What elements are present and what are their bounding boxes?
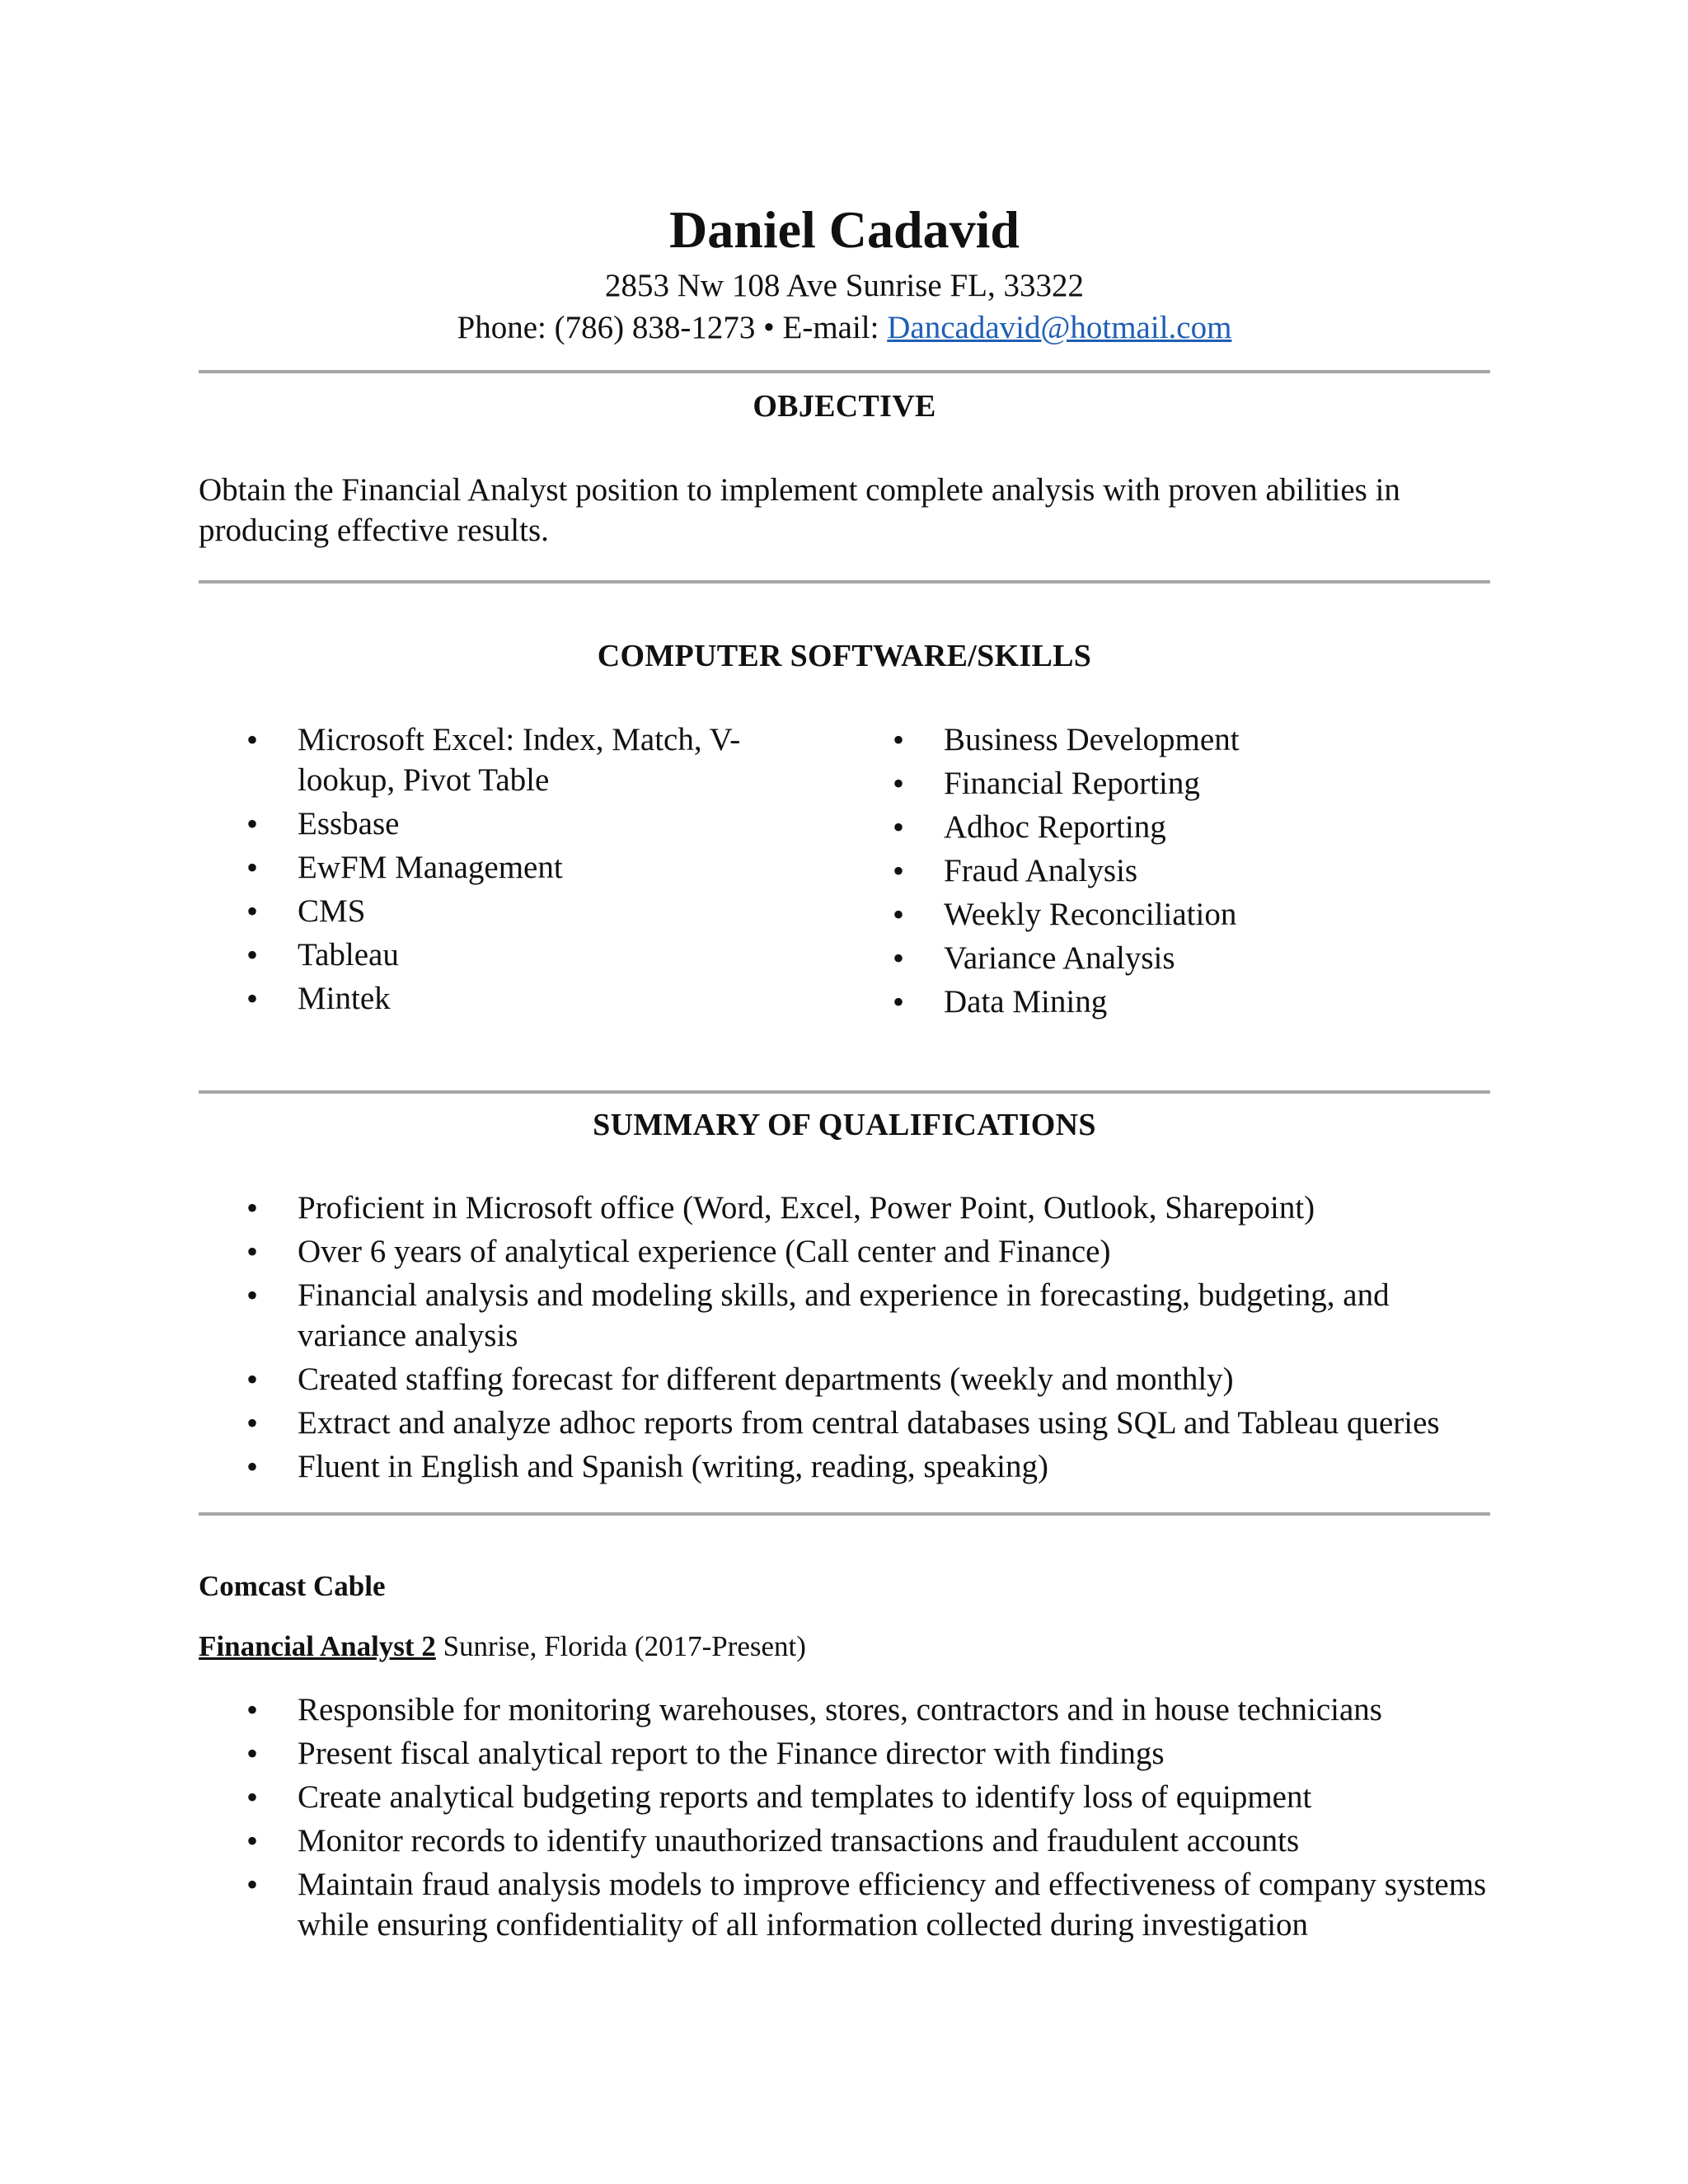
list-item: • Fluent in English and Spanish (writing, reading, speaking) <box>199 1446 1490 1487</box>
list-item: • Variance Analysis <box>845 938 1490 978</box>
section-divider <box>199 580 1490 583</box>
skills-list-left <box>199 719 792 1022</box>
contact-separator: • <box>763 310 775 345</box>
contact-line <box>199 307 1490 349</box>
address: 2853 Nw 108 Ave Sunrise FL, 33322 <box>604 268 1085 303</box>
email-link[interactable]: Dancadavid@hotmail.com <box>887 310 1232 345</box>
list-item: • Financial Reporting <box>845 763 1490 804</box>
list-item: • EwFM Management <box>199 847 792 888</box>
list-item: • Created staffing forecast for different departments (weekly and monthly) <box>199 1359 1490 1399</box>
resume-page <box>199 0 1490 2184</box>
skills-list-right <box>845 719 1490 1025</box>
skills-heading: COMPUTER SOFTWARE/SKILLS <box>597 639 1092 673</box>
list-item: • Financial analysis and modeling skills, and experience in forecasting, budgeting, and variance analysis <box>199 1275 1490 1356</box>
job-title: Financial Analyst 2 <box>199 1630 436 1662</box>
phone-number: (786) 838-1273 <box>554 310 756 345</box>
list-item: • Data Mining <box>845 982 1490 1022</box>
phone-label: Phone: <box>457 310 546 345</box>
objective-heading: OBJECTIVE <box>753 389 936 424</box>
list-item: • Present fiscal analytical report to the Finance director with findings <box>199 1733 1490 1774</box>
list-item: • Proficient in Microsoft office (Word, Excel, Power Point, Outlook, Sharepoint) <box>199 1188 1490 1228</box>
job-line <box>199 1628 806 1666</box>
section-divider <box>199 1512 1490 1516</box>
list-item: • Over 6 years of analytical experience (Call center and Finance) <box>199 1231 1490 1272</box>
list-item: • Business Development <box>845 719 1490 760</box>
employer-name: Comcast Cable <box>199 1570 386 1602</box>
address-line <box>199 265 1490 307</box>
list-item: • Tableau <box>199 935 792 975</box>
job-location-dates: Sunrise, Florida (2017-Present) <box>443 1630 806 1662</box>
section-divider <box>199 1090 1490 1094</box>
list-item: • Maintain fraud analysis models to improve efficiency and effectiveness of company systems while ensuring confidentiality of all information collected during investigation <box>199 1864 1490 1945</box>
list-item: • Adhoc Reporting <box>845 807 1490 847</box>
list-item: • Monitor records to identify unauthorized transactions and fraudulent accounts <box>199 1821 1490 1861</box>
qualifications-list <box>199 1188 1490 1490</box>
list-item: • Weekly Reconciliation <box>845 894 1490 935</box>
section-divider <box>199 370 1490 373</box>
list-item: • Create analytical budgeting reports and templates to identify loss of equipment <box>199 1777 1490 1817</box>
objective-text: Obtain the Financial Analyst position to implement complete analysis with proven abilities in producing effective results. <box>199 472 1400 548</box>
list-item: • CMS <box>199 891 792 931</box>
list-item: • Responsible for monitoring warehouses, stores, contractors and in house technicians <box>199 1690 1490 1730</box>
duties-list <box>199 1690 1490 1948</box>
qualifications-heading: SUMMARY OF QUALIFICATIONS <box>593 1108 1096 1142</box>
list-item: • Fraud Analysis <box>845 851 1490 891</box>
list-item: • Mintek <box>199 978 792 1019</box>
list-item: • Extract and analyze adhoc reports from central databases using SQL and Tableau queries <box>199 1403 1490 1443</box>
list-item: • Essbase <box>199 804 792 844</box>
list-item: • Microsoft Excel: Index, Match, V-lookup, Pivot Table <box>199 719 792 800</box>
email-label: E-mail: <box>782 310 879 345</box>
candidate-name: Daniel Cadavid <box>669 200 1020 259</box>
